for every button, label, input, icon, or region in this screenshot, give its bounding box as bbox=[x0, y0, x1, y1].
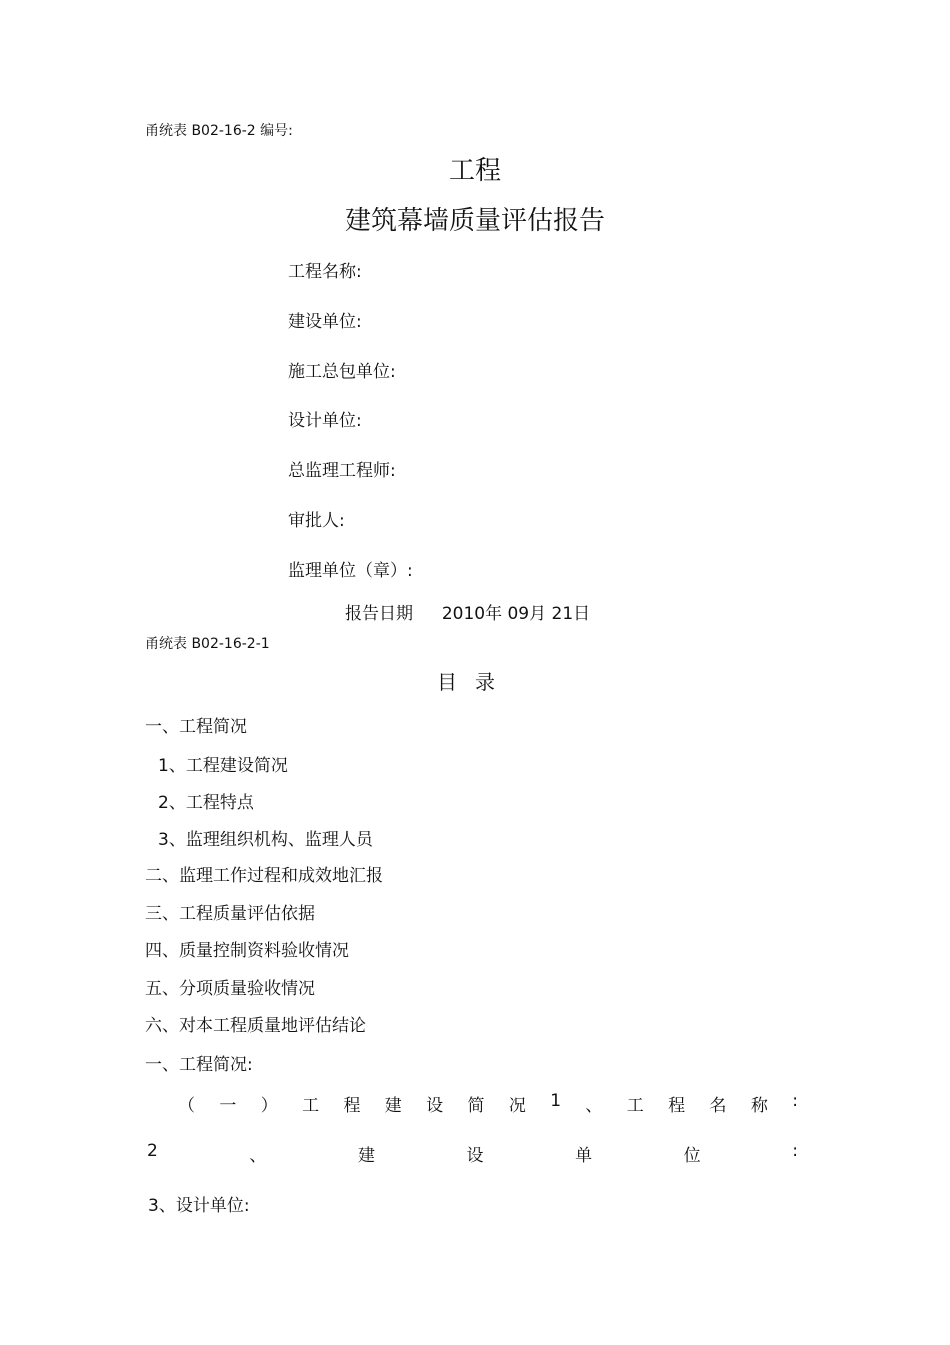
spread-line-construction-unit bbox=[147, 1141, 798, 1166]
form-code-header: 甬统表 B02-16-2 编号: bbox=[145, 123, 293, 139]
spread-char: : bbox=[792, 1141, 798, 1161]
toc-item: 一、工程简况 bbox=[145, 717, 247, 737]
title-line-1: 工程 bbox=[448, 156, 501, 186]
toc-item: 五、分项质量验收情况 bbox=[145, 979, 315, 999]
spread-char: 简 bbox=[467, 1096, 485, 1116]
spread-char: ） bbox=[260, 1096, 278, 1116]
spread-char: 设 bbox=[426, 1096, 444, 1116]
spread-char: 单 bbox=[575, 1146, 593, 1166]
spread-char: 建 bbox=[384, 1096, 402, 1116]
spread-char: 建 bbox=[357, 1146, 375, 1166]
spread-char: （ bbox=[178, 1096, 195, 1116]
spread-char: 名 bbox=[709, 1096, 727, 1116]
section-heading: 一、工程简况: bbox=[145, 1055, 253, 1075]
report-date-value: 2010年 09月 21日 bbox=[441, 604, 591, 624]
spread-char: 称 bbox=[750, 1096, 768, 1116]
spread-char: 程 bbox=[343, 1096, 361, 1116]
report-date-label: 报告日期 bbox=[345, 604, 413, 624]
field-chief-supervisor: 总监理工程师: bbox=[288, 461, 396, 481]
spread-char: 工 bbox=[302, 1096, 320, 1116]
title-line-2: 建筑幕墙质量评估报告 bbox=[344, 206, 605, 236]
spread-char: 程 bbox=[668, 1096, 686, 1116]
toc-item: 三、工程质量评估依据 bbox=[145, 904, 315, 924]
spread-char: 工 bbox=[626, 1096, 644, 1116]
spread-line-project-overview bbox=[178, 1091, 798, 1116]
design-unit-line: 3、设计单位: bbox=[148, 1196, 250, 1216]
field-construction-unit: 建设单位: bbox=[288, 312, 362, 332]
toc-item: 六、对本工程质量地评估结论 bbox=[145, 1016, 366, 1036]
spread-char: 、 bbox=[585, 1096, 603, 1116]
field-general-contractor: 施工总包单位: bbox=[288, 362, 396, 382]
field-design-unit: 设计单位: bbox=[288, 411, 362, 431]
spread-char: 2 bbox=[147, 1141, 158, 1161]
spread-char: 、 bbox=[249, 1146, 267, 1166]
spread-char: 设 bbox=[466, 1146, 484, 1166]
form-code-header-2: 甬统表 B02-16-2-1 bbox=[145, 636, 270, 652]
report-date bbox=[345, 599, 590, 624]
toc-item: 2、工程特点 bbox=[158, 793, 254, 813]
spread-char: : bbox=[792, 1091, 798, 1111]
spread-char: 一 bbox=[219, 1096, 237, 1116]
toc-item: 1、工程建设简况 bbox=[158, 756, 288, 776]
spread-char: 1 bbox=[550, 1091, 562, 1111]
field-project-name: 工程名称: bbox=[288, 262, 362, 282]
toc-item: 四、质量控制资料验收情况 bbox=[145, 941, 349, 961]
field-supervision-unit-seal: 监理单位（章）: bbox=[288, 561, 413, 581]
spread-char: 况 bbox=[508, 1096, 526, 1116]
spread-char: 位 bbox=[683, 1146, 701, 1166]
toc-item: 二、监理工作过程和成效地汇报 bbox=[145, 866, 383, 886]
toc-item: 3、监理组织机构、监理人员 bbox=[158, 830, 373, 850]
field-approver: 审批人: bbox=[288, 511, 345, 531]
toc-title: 目录 bbox=[437, 670, 513, 694]
